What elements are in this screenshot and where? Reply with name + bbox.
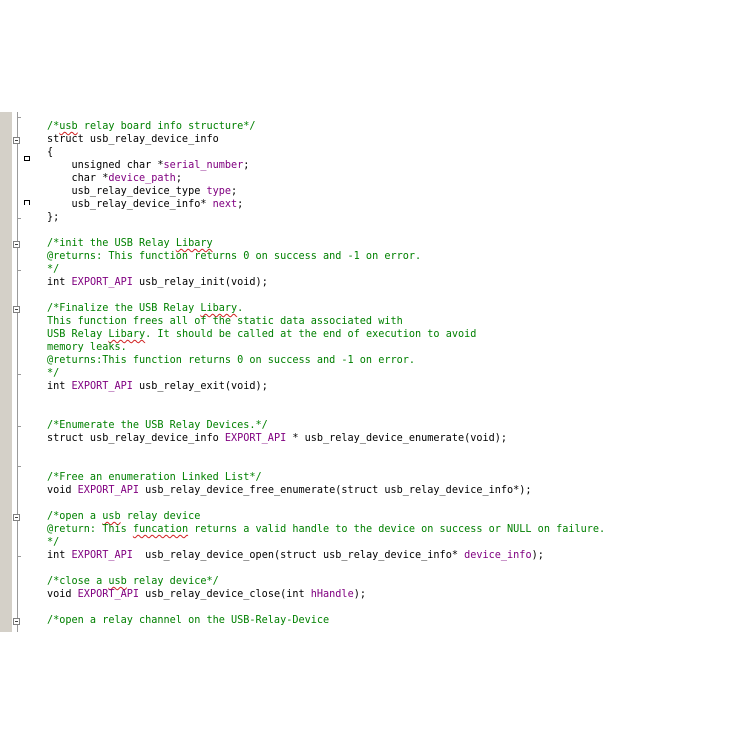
code-line[interactable] — [47, 263, 605, 276]
code-line[interactable] — [47, 575, 605, 588]
code-token: relay board info structure*/ — [77, 121, 256, 132]
code-token: ); — [531, 550, 544, 561]
selection-margin[interactable] — [0, 112, 12, 632]
code-line[interactable] — [47, 159, 605, 172]
code-line[interactable] — [47, 601, 605, 614]
code-token: next — [212, 199, 238, 210]
code-token: relay device — [120, 511, 201, 522]
fold-end-tick — [17, 426, 21, 427]
fold-end-tick — [17, 270, 21, 271]
code-token: usb_relay_device_type — [47, 186, 207, 197]
fold-collapse-icon[interactable] — [13, 514, 20, 521]
code-token: int — [47, 550, 72, 561]
code-line[interactable] — [47, 536, 605, 549]
code-token: EXPORT_API — [71, 277, 133, 288]
fold-gutter[interactable] — [12, 112, 24, 632]
fold-collapse-icon[interactable] — [13, 306, 20, 313]
code-token: char * — [47, 173, 109, 184]
code-token: serial_number — [163, 160, 244, 171]
code-token: /*Enumerate the USB Relay Devices.*/ — [47, 420, 268, 431]
code-line[interactable] — [47, 562, 605, 575]
code-token: /*Finalize the USB Relay — [47, 303, 201, 314]
fold-end-tick — [17, 117, 21, 118]
code-line[interactable] — [47, 315, 605, 328]
code-token: returns a valid handle to the device on success or NULL on failure. — [188, 524, 606, 535]
code-token: USB Relay — [47, 329, 109, 340]
misspelled-word: funcation — [132, 524, 189, 535]
bookmark-icon[interactable] — [24, 200, 30, 205]
code-token: EXPORT_API — [224, 433, 287, 444]
code-line[interactable] — [47, 133, 605, 146]
code-line[interactable] — [47, 341, 605, 354]
code-line[interactable] — [47, 328, 605, 341]
code-token: ); — [353, 589, 366, 600]
code-editor[interactable] — [0, 112, 756, 632]
code-token: This function frees all of the static data associated with — [47, 316, 403, 327]
code-token: usb_relay_device_open(struct usb_relay_device_info* — [132, 550, 465, 561]
code-token: struct usb_relay_device_info — [47, 433, 225, 444]
code-token: @returns:This function returns 0 on success and -1 on error. — [47, 355, 416, 366]
code-line[interactable] — [47, 549, 605, 562]
code-token: usb_relay_device_close(int — [139, 589, 311, 600]
code-token: struct usb_relay_device_info — [47, 134, 219, 145]
code-token: { — [47, 147, 54, 158]
code-token: EXPORT_API — [77, 485, 140, 496]
code-line[interactable] — [47, 510, 605, 523]
code-line[interactable] — [47, 497, 605, 510]
fold-end-tick — [17, 556, 21, 557]
code-line[interactable] — [47, 185, 605, 198]
code-token: void — [47, 589, 78, 600]
code-line[interactable] — [47, 432, 605, 445]
code-line[interactable] — [47, 445, 605, 458]
code-line[interactable] — [47, 471, 605, 484]
code-line[interactable] — [47, 172, 605, 185]
code-line[interactable] — [47, 380, 605, 393]
code-token: @returns: This function returns 0 on success and -1 on error. — [47, 251, 422, 262]
fold-end-tick — [17, 218, 21, 219]
code-token: */ — [47, 368, 60, 379]
bookmark-icon[interactable] — [24, 156, 30, 161]
code-token: int — [47, 277, 72, 288]
code-token: /*Free an enumeration Linked List*/ — [47, 472, 262, 483]
code-token: EXPORT_API — [77, 589, 140, 600]
code-token: EXPORT_API — [71, 550, 133, 561]
code-line[interactable] — [47, 614, 605, 627]
code-token: hHandle — [310, 589, 354, 600]
code-line[interactable] — [47, 419, 605, 432]
code-line[interactable] — [47, 237, 605, 250]
code-line[interactable] — [47, 289, 605, 302]
code-token: usb_relay_exit(void); — [132, 381, 268, 392]
misspelled-word: Libary — [175, 238, 213, 249]
code-line[interactable] — [47, 250, 605, 263]
code-token: unsigned char * — [47, 160, 164, 171]
code-line[interactable] — [47, 367, 605, 380]
fold-end-tick — [17, 374, 21, 375]
code-token: memory leaks. — [47, 342, 127, 353]
fold-guide-line — [17, 112, 18, 632]
code-token: /*open a — [47, 511, 103, 522]
fold-end-tick — [17, 466, 21, 467]
code-token: device_path — [108, 173, 176, 184]
code-token: /*close a — [47, 576, 109, 587]
code-token: usb_relay_device_info* — [47, 199, 213, 210]
fold-collapse-icon[interactable] — [13, 137, 20, 144]
code-token: ; — [243, 160, 250, 171]
code-text[interactable] — [47, 120, 605, 627]
code-line[interactable] — [47, 393, 605, 406]
code-line[interactable] — [47, 523, 605, 536]
code-token: int — [47, 381, 72, 392]
code-token: ; — [231, 186, 238, 197]
code-token: */ — [47, 537, 60, 548]
fold-collapse-icon[interactable] — [13, 241, 20, 248]
code-line[interactable] — [47, 198, 605, 211]
code-token: /*open a relay channel on the USB-Relay-Device — [47, 615, 330, 626]
misspelled-word: usb — [108, 576, 127, 587]
code-token: usb_relay_device_free_enumerate(struct usb_relay_device_info*); — [139, 485, 532, 496]
code-line[interactable] — [47, 211, 605, 224]
code-line[interactable] — [47, 302, 605, 315]
code-token: ; — [237, 199, 244, 210]
code-token: /*init the USB Relay — [47, 238, 176, 249]
code-line[interactable] — [47, 354, 605, 367]
code-token: * usb_relay_device_enumerate(void); — [286, 433, 508, 444]
code-line[interactable] — [47, 406, 605, 419]
code-line[interactable] — [47, 588, 605, 601]
code-token: ; — [175, 173, 182, 184]
fold-collapse-icon[interactable] — [13, 618, 20, 625]
code-line[interactable] — [47, 146, 605, 159]
code-line[interactable] — [47, 224, 605, 237]
code-token: EXPORT_API — [71, 381, 133, 392]
code-line[interactable] — [47, 276, 605, 289]
code-token: /* — [47, 121, 60, 132]
code-token: usb_relay_init(void); — [132, 277, 268, 288]
code-token: relay device*/ — [126, 576, 219, 587]
code-line[interactable] — [47, 120, 605, 133]
code-token: type — [206, 186, 232, 197]
code-line[interactable] — [47, 484, 605, 497]
code-token: device_info — [464, 550, 532, 561]
code-token: . It should be called at the end of execution to avoid — [145, 329, 477, 340]
misspelled-word: Libary — [200, 303, 238, 314]
code-token: @return: This — [47, 524, 133, 535]
code-token: . — [237, 303, 244, 314]
misspelled-word: Libary — [108, 329, 146, 340]
misspelled-word: usb — [59, 121, 78, 132]
code-token: }; — [47, 212, 60, 223]
code-token: void — [47, 485, 78, 496]
code-line[interactable] — [47, 458, 605, 471]
code-token: */ — [47, 264, 60, 275]
misspelled-word: usb — [102, 511, 121, 522]
